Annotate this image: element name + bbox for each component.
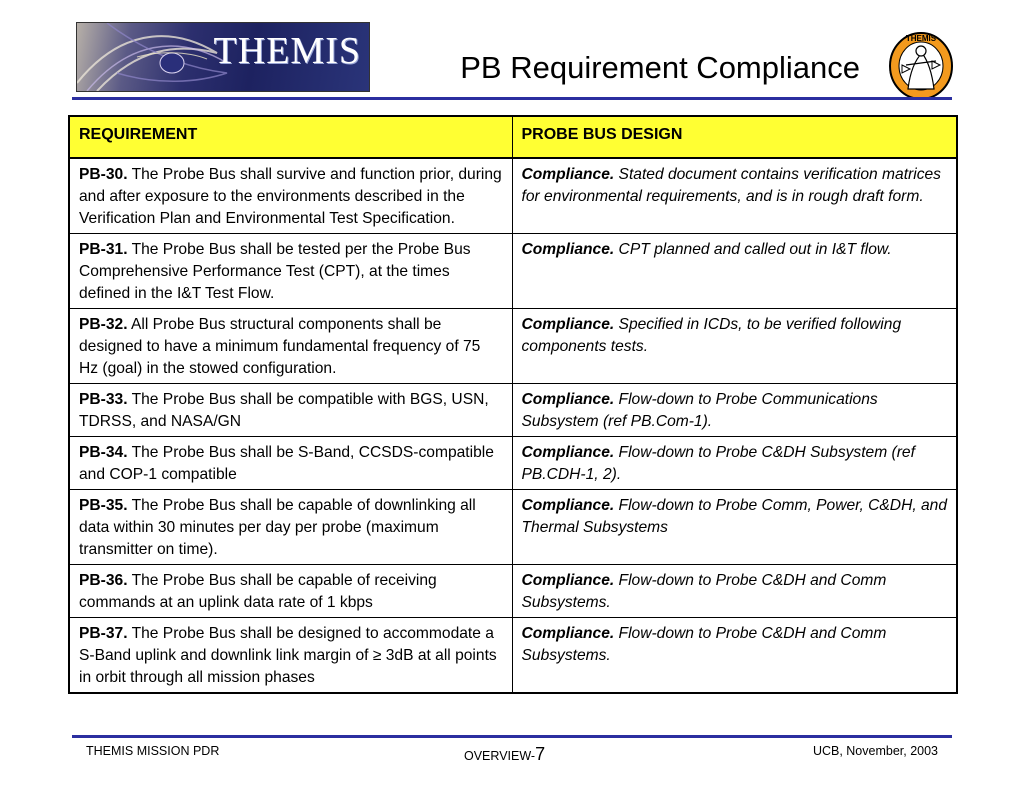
footer-mission-label: THEMIS MISSION PDR [86, 744, 220, 758]
requirement-id: PB-34. [79, 444, 128, 461]
compliance-label: Compliance. [521, 444, 615, 461]
requirement-cell [69, 384, 512, 437]
footer-section: OVERVIEW- [464, 749, 536, 763]
compliance-label: Compliance. [521, 316, 615, 333]
compliance-label: Compliance. [521, 391, 615, 408]
requirement-text: The Probe Bus shall survive and function prior, during and after exposure to the environments described in the Verification Plan and Environmental Test Specification. [79, 166, 502, 227]
requirement-id: PB-33. [79, 391, 128, 408]
compliance-label: Compliance. [521, 572, 615, 589]
seal-lettering: THEMIS [905, 34, 937, 43]
design-text: Flow-down to Probe Communications Subsystem (ref PB.Com-1). [521, 391, 878, 430]
design-cell [512, 437, 957, 490]
requirement-text: The Probe Bus shall be designed to accommodate a S-Band uplink and downlink link margin of ≥ 3dB at all points in orbit through all mission phases [79, 625, 497, 686]
requirement-id: PB-32. [79, 316, 128, 333]
design-cell [512, 158, 957, 234]
requirement-id: PB-30. [79, 166, 128, 183]
design-text: Flow-down to Probe C&DH Subsystem (ref PB.CDH-1, 2). [521, 444, 915, 483]
requirement-text: The Probe Bus shall be tested per the Probe Bus Comprehensive Performance Test (CPT), at the times defined in the I&T Test Flow. [79, 241, 471, 302]
logo-wordmark: THEMIS [213, 30, 361, 72]
requirement-text: The Probe Bus shall be capable of receiving commands at an uplink data rate of 1 kbps [79, 572, 437, 611]
compliance-label: Compliance. [521, 625, 615, 642]
design-cell [512, 384, 957, 437]
requirement-cell [69, 490, 512, 565]
table-body [69, 158, 957, 693]
themis-logo-banner [76, 22, 370, 92]
table-row [69, 158, 957, 234]
requirement-text: The Probe Bus shall be compatible with BGS, USN, TDRSS, and NASA/GN [79, 391, 489, 430]
requirement-id: PB-31. [79, 241, 128, 258]
requirement-cell [69, 234, 512, 309]
compliance-label: Compliance. [521, 241, 615, 258]
table-row [69, 565, 957, 618]
design-cell [512, 490, 957, 565]
page-number: 7 [535, 744, 546, 764]
table-row [69, 618, 957, 694]
requirement-text: The Probe Bus shall be capable of downlinking all data within 30 minutes per day per probe (maximum transmitter on time). [79, 497, 476, 558]
themis-mission-seal-icon [888, 31, 954, 101]
design-text: Flow-down to Probe C&DH and Comm Subsystems. [521, 572, 887, 611]
requirement-id: PB-36. [79, 572, 128, 589]
table-header-row [69, 116, 957, 158]
footer-page-label [464, 744, 545, 765]
requirement-text: All Probe Bus structural components shall be designed to have a minimum fundamental frequency of 75 Hz (goal) in the stowed configuration. [79, 316, 481, 377]
table-row [69, 437, 957, 490]
footer-date: UCB, November, 2003 [812, 744, 938, 758]
requirement-id: PB-35. [79, 497, 128, 514]
requirement-cell [69, 565, 512, 618]
requirement-id: PB-37. [79, 625, 128, 642]
column-header-requirement: REQUIREMENT [69, 116, 512, 158]
design-text: CPT planned and called out in I&T flow. [614, 241, 892, 258]
design-text: Flow-down to Probe C&DH and Comm Subsystems. [521, 625, 887, 664]
design-text: Stated document contains verification matrices for environmental requirements, and is in rough draft form. [521, 166, 941, 205]
requirement-text: The Probe Bus shall be S-Band, CCSDS-compatible and COP-1 compatible [79, 444, 494, 483]
design-text: Specified in ICDs, to be verified following components tests. [521, 316, 902, 355]
requirement-cell [69, 158, 512, 234]
requirement-cell [69, 309, 512, 384]
title-divider [72, 97, 952, 100]
compliance-label: Compliance. [521, 497, 615, 514]
requirement-cell [69, 437, 512, 490]
design-cell [512, 309, 957, 384]
compliance-label: Compliance. [521, 166, 615, 183]
footer-divider [72, 735, 952, 738]
requirement-cell [69, 618, 512, 694]
table-row [69, 234, 957, 309]
table-row [69, 490, 957, 565]
column-header-probe-bus-design: PROBE BUS DESIGN [512, 116, 957, 158]
design-cell [512, 618, 957, 694]
table-row [69, 384, 957, 437]
design-cell [512, 234, 957, 309]
design-cell [512, 565, 957, 618]
requirement-compliance-table [68, 115, 958, 694]
design-text: Flow-down to Probe Comm, Power, C&DH, and Thermal Subsystems [521, 497, 948, 536]
page-title: PB Requirement Compliance [460, 50, 860, 85]
table-row [69, 309, 957, 384]
